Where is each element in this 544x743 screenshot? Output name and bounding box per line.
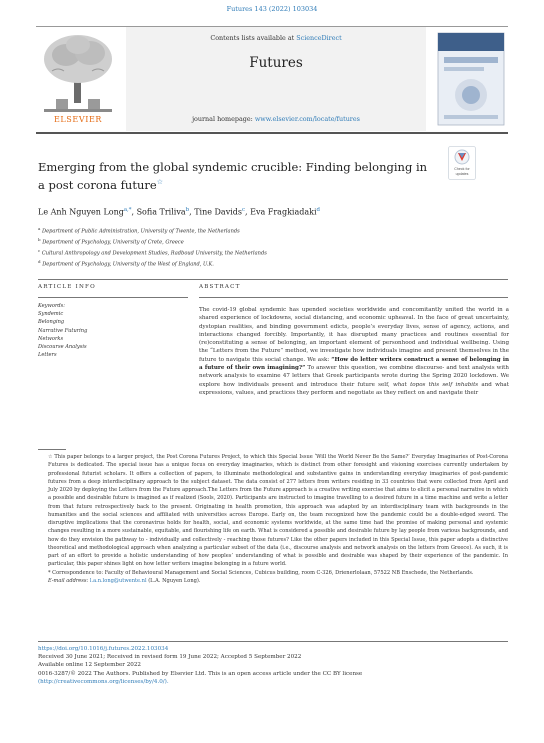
abstract-part: To answer this question, we combine discourse- and text analysis with network analysis to examine 47 letters that Greek participants wrote during the Spring 2020 lockdown. We explore how individuals present and introduce their future self,: [199, 365, 509, 388]
footnote-rule: [38, 449, 66, 450]
abstract-heading: ABSTRACT: [199, 284, 241, 290]
license-text: 0016-3287/© 2022 The Authors. Published by Elsevier Ltd. This is an open access article under the CC BY license: [38, 670, 363, 677]
abstract-text: [199, 306, 509, 397]
online-date: Available online 12 September 2022: [38, 662, 141, 669]
license-line: [38, 670, 508, 686]
keywords-block: [38, 302, 188, 359]
author-name[interactable]: Tine Davids: [194, 207, 242, 217]
author-sup[interactable]: d: [316, 207, 320, 213]
keyword-item: Discourse Analysis: [38, 344, 87, 351]
journal-reference[interactable]: Futures 143 (2022) 103034: [226, 5, 318, 13]
affiliation-item: [38, 258, 508, 269]
email-link[interactable]: l.a.n.long@utwente.nl: [89, 577, 147, 584]
footnote-star: ☆ This paper belongs to a larger project, the Post Corona Futures Project, to which this Special Issue ‘Will the World Never Be the Same?’ Everyday Imaginaries of Post-Corona Futures is dedicated. The special issue has a unique focus on everyday imaginaries, which is distinct from other foresight and visioning exercises currently undertaken by professional futurist scholars. It offers a collection of papers, to illuminate methodological and substantive gains in understanding everyday imaginaries of post-pandemic futures from a deep interdisciplinary approach to the subject dataset. The data consist of 277 letters from writers residing in 33 countries that were collected from April and July 2020 by deploying the Letters from the Future approach.The Letters from the Future approach is a creative writing exercise that aims to elicit a personal narrative in which a possible and desirable future is imagined as if realized (Sools, 2020). Participants are instructed to imagine travelling to a desired future in a time machine and write a letter from that future retrospectively back to the present. Originating in health promotion, this approach was adapted by an interdisciplinary team with backgrounds in the humanities and the social sciences and affiliated with universities across Europe. Early on, the team recognized how the pandemic could be a double-edged sword. The disruptive implications that the coronavirus holds for health, social, and economic systems worldwide, at the same time had the promise of making personal and systemic changes resulting in a more sustainable, equitable, and flourishing life on earth. What is considered a possible and desirable future by lay people from various backgrounds, and how do they envision the pathway to - individually and collectively - reaching those futures? Like the other papers included in this Special Issue, this paper adopts a distinctive theoretical and methodological approach when analyzing a particular subset of the data (i.e., discourse analysis and network analysis on the letters from Greece). As such, it is part of an effort to provide a holistic understanding of how peoples’ understanding of what is possible and desirable was shaped by their experience of the pandemic. In particular, this paper shines light on how letter writers imagine belonging in a future world.: [48, 454, 508, 568]
article-info-heading: ARTICLE INFO: [38, 284, 96, 290]
email-label: E-mail address:: [48, 577, 89, 584]
badge-line-2: updates: [455, 172, 469, 176]
masthead: [126, 27, 426, 131]
contents-prefix: Contents lists available at: [210, 34, 297, 42]
affiliation-sup: a: [38, 226, 41, 231]
title-footnote-mark[interactable]: ☆: [156, 178, 163, 186]
title-line-1: Emerging from the global syndemic crucible: Finding belonging in: [38, 160, 428, 174]
author-name[interactable]: Eva Fragkiadaki: [250, 207, 317, 217]
abstract-rule: [199, 297, 508, 298]
affiliation-sup: c: [38, 247, 41, 253]
homepage-line: [126, 115, 426, 123]
affiliation-text: Department of Public Administration, University of Twente, the Netherlands: [42, 228, 240, 235]
homepage-prefix: journal homepage:: [192, 115, 255, 123]
abstract-part: The covid-19 global syndemic has upended societies worldwide and concomitantly united the world in a shared experience of lockdowns, social distancing, and economic upheaval. In the face of great uncertainty, dystopian realities, and binding government edicts, people’s everyday lives, sense of agency, actions, and interactions changed forcibly. Importantly, it has disrupted many practices and routines essential for (re)constituting a sense of belonging, an important element of personhood and individual wellbeing. Using the “Letters from the Future” method, we investigate how individuals imagine and present themselves in the future to navigate this social change. We ask:: [199, 307, 509, 363]
keyword-item: Belonging: [38, 319, 65, 326]
keywords-label: Keywords:: [38, 303, 66, 309]
affiliation-sup: b: [38, 236, 41, 242]
affiliation-text: Cultural Anthropology and Development Studies, Radboud University, the Netherlands: [41, 250, 267, 257]
keyword-item: Networks: [38, 335, 64, 342]
affiliation-item: [38, 236, 508, 247]
elsevier-logo[interactable]: [38, 31, 118, 127]
footnote-correspondence: * Correspondence to: Faculty of Behavioural Management and Social Sciences, Cubicus building, room C-326, Drienerlolaan, 57522 NB Enschede, the Netherlands.: [48, 569, 474, 576]
author-sup[interactable]: a,*: [123, 207, 132, 213]
author-list: Le Anh Nguyen Long$^{a,*}$, Sofia Triliva$^b$, Tine Davids$^c$, Eva Fragkiadaki$^d$: [38, 207, 320, 217]
doi-block: [38, 645, 508, 686]
title-line-2: a post corona future: [38, 177, 157, 192]
affiliation-item: [38, 225, 508, 236]
author-sup[interactable]: c: [242, 207, 246, 213]
affiliation-list: [38, 225, 508, 269]
doi-divider: [38, 641, 508, 642]
email-suffix: (L.A. Nguyen Long).: [146, 577, 201, 584]
article-info-rule: [38, 297, 188, 298]
affiliation-text: Department of Psychology, University of Crete, Greece: [42, 239, 184, 246]
badge-line-1: Check for: [454, 167, 470, 171]
received-dates: Received 30 June 2021; Received in revised form 19 June 2022; Accepted 5 September 2022: [38, 654, 302, 661]
license-link[interactable]: (http://creativecommons.org/licenses/by/4.0/).: [38, 678, 169, 685]
keyword-item: Narrative Futuring: [38, 327, 88, 334]
author-sup[interactable]: b: [185, 207, 190, 213]
journal-homepage-link[interactable]: www.elsevier.com/locate/futures: [254, 115, 360, 123]
footnote-email: [38, 577, 508, 585]
article-title: [38, 160, 438, 193]
keyword-item: Syndemic: [38, 311, 64, 318]
author-name[interactable]: Le Anh Nguyen Long: [38, 207, 124, 217]
affiliation-sup: d: [38, 258, 41, 264]
tree-icon: [38, 31, 118, 113]
affiliation-text: Department of Psychology, University of the West of England, U.K.: [42, 261, 214, 268]
contents-line: [126, 34, 426, 42]
doi-link[interactable]: https://doi.org/10.1016/j.futures.2022.103034: [38, 646, 169, 652]
abstract-part: and what expressions, values, and practices they perform and negotiate as they reflect on and navigate their: [199, 381, 509, 396]
footnotes: [38, 453, 508, 585]
abstract-italic-phrase: what topos this self inhabits: [392, 381, 479, 388]
journal-header: [36, 26, 508, 134]
journal-title: Futures: [249, 55, 303, 71]
research-question: “How do letter writers construct a sense of belonging in a future of their own imagining?”: [199, 356, 509, 372]
author-name[interactable]: Sofia Triliva: [136, 207, 186, 217]
check-for-updates-badge[interactable]: [448, 146, 476, 180]
sciencedirect-link[interactable]: ScienceDirect: [296, 34, 342, 42]
journal-cover-image: [436, 31, 506, 127]
keyword-item: Letters: [38, 352, 57, 359]
affiliation-item: [38, 247, 508, 258]
elsevier-wordmark: ELSEVIER: [53, 115, 103, 124]
section-divider: [38, 279, 508, 280]
